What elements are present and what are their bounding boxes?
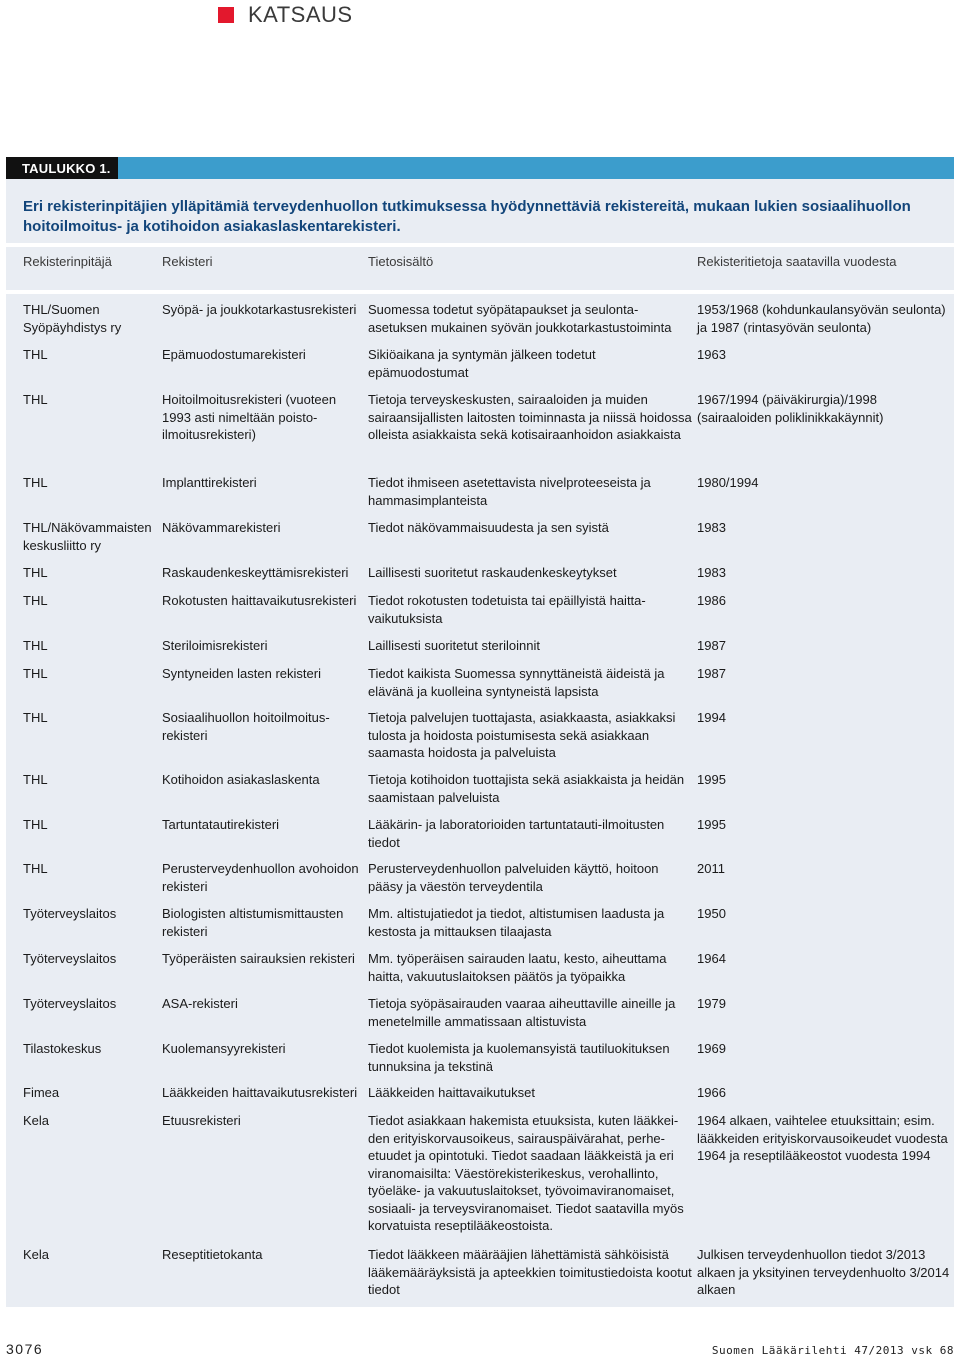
content-cell: Mm. altistujatiedot ja tiedot, altistumisen laadusta ja kestosta ja mittauksen tilaajasta [368,906,665,939]
content-cell: Tiedot kuolemista ja kuolemansyistä tautiluokituksen tunnuksina ja tekstinä [368,1041,670,1074]
register-cell: Sosiaalihuollon hoitoilmoitus-rekisteri [162,710,330,743]
table-caption: Eri rekisterinpitäjien ylläpitämiä terveydenhuollon tutkimuksessa hyödynnettäviä rekistereitä, mukaan lukien sosiaalihuollon hoitoilmoitus- ja kotihoidon asiakaslaskentarekisteri. [23,198,911,235]
years-cell: 1963 [697,347,726,362]
years-cell: 1980/1994 [697,475,759,490]
holder-cell: THL [23,475,48,490]
years-cell: 1983 [697,520,726,535]
register-cell: Rokotusten haittavaikutusrekisteri [162,593,357,608]
holder-cell: THL [23,817,48,832]
register-cell: Syöpä- ja joukkotarkastusrekisteri [162,302,357,317]
content-cell: Suomessa todetut syöpätapaukset ja seulonta-asetuksen mukainen syövän joukkotarkastustoiminta [368,302,672,335]
header-divider [6,290,954,294]
register-cell: Hoitoilmoitusrekisteri (vuoteen 1993 asti nimeltään poisto-ilmoitusrekisteri) [162,392,337,442]
holder-cell: Fimea [23,1085,60,1100]
holder-cell: Työterveyslaitos [23,906,117,921]
years-cell: 1995 [697,817,726,832]
holder-cell: Tilastokeskus [23,1041,102,1056]
years-cell: Julkisen terveydenhuollon tiedot 3/2013 alkaen ja yksityinen terveydenhuolto 3/2014 alkaen [697,1247,950,1297]
holder-cell: Kela [23,1247,50,1262]
years-cell: 1979 [697,996,726,1011]
years-cell: 1983 [697,565,726,580]
years-cell: 1950 [697,906,726,921]
content-cell: Tiedot kaikista Suomessa synnyttäneistä äideistä ja elävänä ja kuolleina syntyneistä lapsista [368,666,665,699]
content-cell: Perusterveydenhuollon palveluiden käyttö, hoitoon pääsy ja väestön terveydentila [368,861,659,894]
holder-cell: THL [23,772,48,787]
register-cell: Epämuodostumarekisteri [162,347,306,362]
register-cell: Biologisten altistumismittausten rekisteri [162,906,344,939]
content-cell: Tietoja terveyskeskusten, sairaaloiden ja muiden sairaansijallisten laitosten toiminnasta ja niissä hoidossa olleista asiakkaista sekä kotisairaanhoidon asiakkaista [368,392,692,442]
years-cell: 1964 [697,951,726,966]
content-cell: Tietoja kotihoidon tuottajista sekä asiakkaista ja heidän saamistaan palveluista [368,772,685,805]
register-cell: Syntyneiden lasten rekisteri [162,666,321,681]
content-cell: Mm. työperäisen sairauden laatu, kesto, aiheuttama haitta, vakuutuslaitoksen päätös ja työpaikka [368,951,667,984]
column-header-holder: Rekisterinpitäjä [23,254,112,269]
holder-cell: THL [23,710,48,725]
years-cell: 1986 [697,593,726,608]
years-cell: 1966 [697,1085,726,1100]
register-cell: ASA-rekisteri [162,996,238,1011]
holder-cell: THL [23,638,48,653]
years-cell: 1994 [697,710,726,725]
register-cell: Näkövammarekisteri [162,520,281,535]
register-cell: Työperäisten sairauksien rekisteri [162,951,355,966]
column-header-years: Rekisteritietoja saatavilla vuodesta [697,254,897,269]
register-cell: Implanttirekisteri [162,475,257,490]
section-title: KATSAUS [248,2,353,27]
content-cell: Lääkkeiden haittavaikutukset [368,1085,535,1100]
holder-cell: THL [23,666,48,681]
content-cell: Tiedot lääkkeen määrääjien lähettämistä sähköisistä lääkemääräyksistä ja apteekkien toimitustiedoista kootut tiedot [368,1247,692,1297]
content-cell: Laillisesti suoritetut raskaudenkeskeytykset [368,565,617,580]
holder-cell: THL [23,347,48,362]
page-number: 3076 [6,1341,44,1357]
holder-cell: THL/Näkövammaisten keskusliitto ry [23,520,152,553]
content-cell: Tiedot ihmiseen asetettavista nivelproteeseista ja hammasimplanteista [368,475,651,508]
holder-cell: Työterveyslaitos [23,951,117,966]
column-header-content: Tietosisältö [368,254,434,269]
journal-info: Suomen Lääkärilehti 47/2013 vsk 68 [711,1344,954,1357]
register-cell: Tartuntatautirekisteri [162,817,280,832]
holder-cell: THL [23,392,48,407]
content-cell: Lääkärin- ja laboratorioiden tartuntatauti-ilmoitusten tiedot [368,817,665,850]
register-cell: Kuolemansyyrekisteri [162,1041,286,1056]
table-label-bar [6,157,954,179]
years-cell: 1987 [697,666,726,681]
content-cell: Laillisesti suoritetut steriloinnit [368,638,540,653]
content-cell: Tiedot asiakkaan hakemista etuuksista, kuten lääkkei-den erityiskorvausoikeus, sairauspäivärahat, perhe-etuudet ja opintotuki. Tiedot saadaan lääkkeistä ja eri viranomaisilta: Väestörekisterikeskus, verohallinto, työeläke- ja vakuutuslaitokset, työvoimaviranomaiset, sosiaali- ja terveysviranomaiset. Tiedot saatavilla myös korvatuista reseptilääkeostoista. [368,1113,684,1233]
register-cell: Raskaudenkeskeyttämisrekisteri [162,565,349,580]
holder-cell: THL [23,565,48,580]
register-cell: Etuusrekisteri [162,1113,241,1128]
register-cell: Perusterveydenhuollon avohoidon rekisteri [162,861,359,894]
years-cell: 2011 [697,861,725,876]
column-header-register: Rekisteri [162,254,213,269]
register-cell: Reseptitietokanta [162,1247,263,1262]
section-marker-icon [218,7,234,23]
caption-divider [6,243,954,247]
content-cell: Tiedot näkövammaisuudesta ja sen syistä [368,520,609,535]
years-cell: 1995 [697,772,726,787]
holder-cell: THL/Suomen Syöpäyhdistys ry [23,302,122,335]
content-cell: Tietoja syöpäsairauden vaaraa aiheuttaville aineille ja menetelmille ammatissaan altistuvista [368,996,676,1029]
content-cell: Sikiöaikana ja syntymän jälkeen todetut epämuodostumat [368,347,596,380]
holder-cell: Kela [23,1113,50,1128]
register-cell: Lääkkeiden haittavaikutusrekisteri [162,1085,358,1100]
holder-cell: Työterveyslaitos [23,996,117,1011]
register-cell: Kotihoidon asiakaslaskenta [162,772,320,787]
years-cell: 1964 alkaen, vaihtelee etuuksittain; esim. lääkkeiden erityiskorvausoikeudet vuodesta 1964 ja reseptilääkeostot vuodesta 1994 [697,1113,948,1163]
content-cell: Tietoja palvelujen tuottajasta, asiakkaasta, asiakkaksi tulosta ja hoidosta poistumisesta sekä asiakkaan saamasta hoidosta ja palveluista [368,710,676,760]
years-cell: 1967/1994 (päiväkirurgia)/1998 (sairaaloiden poliklinikkakäynnit) [697,392,884,425]
table-label: TAULUKKO 1. [6,157,118,179]
years-cell: 1953/1968 (kohdunkaulansyövän seulonta) ja 1987 (rintasyövän seulonta) [697,302,946,335]
section-header [218,2,353,28]
years-cell: 1987 [697,638,726,653]
holder-cell: THL [23,593,48,608]
years-cell: 1969 [697,1041,726,1056]
content-cell: Tiedot rokotusten todetuista tai epäillyistä haitta-vaikutuksista [368,593,646,626]
holder-cell: THL [23,861,48,876]
register-cell: Steriloimisrekisteri [162,638,268,653]
registry-table [6,157,954,1307]
